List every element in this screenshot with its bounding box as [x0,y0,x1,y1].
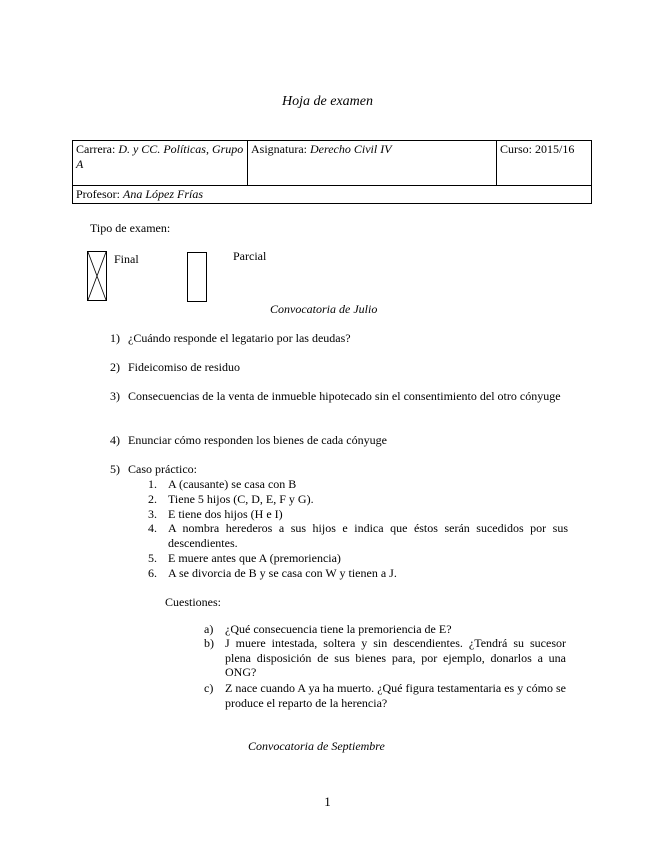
cuestion-item [204,622,566,637]
parcial-checkbox[interactable] [187,252,207,302]
cuestion-text: Z nace cuando A ya ha muerto. ¿Qué figura testamentaria es y cómo se produce el reparto de la herencia? [225,681,566,710]
convocatoria-septiembre: Convocatoria de Septiembre [248,739,385,753]
asignatura-value: Derecho Civil IV [310,142,392,156]
profesor-cell [73,186,592,204]
cuestion-item [204,636,566,680]
question-item [110,462,565,477]
carrera-value: D. y CC. Políticas, Grupo A [76,142,244,171]
case-item-text: E tiene dos hijos (H e I) [168,507,283,521]
page-title: Hoja de examen [282,94,373,109]
case-item [148,566,568,581]
final-checkbox[interactable] [87,251,107,301]
case-item-number: 5. [148,551,157,565]
tipo-examen-label: Tipo de examen: [90,221,171,235]
case-item-number: 3. [148,507,157,521]
case-item-number: 6. [148,566,157,580]
case-item [148,477,568,492]
cuestion-text: ¿Qué consecuencia tiene la premoriencia de E? [225,622,452,636]
question-text: Caso práctico: [128,462,197,476]
case-item [148,521,568,550]
case-item-number: 4. [148,521,157,535]
question-item [110,331,565,346]
case-item-number: 1. [148,477,157,491]
case-item-number: 2. [148,492,157,506]
case-item-text: A nombra herederos a sus hijos e indica que éstos serán sucedidos por sus descendientes. [168,521,568,550]
cuestion-item [204,681,566,710]
cuestiones-label: Cuestiones: [165,595,221,609]
cuestion-letter: b) [204,636,214,650]
case-item-text: E muere antes que A (premoriencia) [168,551,341,565]
parcial-label: Parcial [233,249,267,263]
case-item [148,507,568,522]
question-text: Enunciar cómo responden los bienes de cada cónyuge [128,433,387,447]
profesor-label: Profesor: [76,187,123,201]
question-number: 2) [110,360,120,374]
question-number: 4) [110,433,120,447]
final-label: Final [114,252,139,266]
cuestion-letter: c) [204,681,214,695]
question-item [110,433,565,448]
carrera-cell [73,141,248,186]
checked-x-icon [88,252,106,300]
page-number: 1 [324,794,331,809]
asignatura-cell [248,141,497,186]
case-item-text: Tiene 5 hijos (C, D, E, F y G). [168,492,314,506]
question-number: 3) [110,389,120,403]
asignatura-label: Asignatura: [251,142,310,156]
question-number: 1) [110,331,120,345]
cuestion-text: J muere intestada, soltera y sin descendientes. ¿Tendrá su sucesor plena disposición de sus bienes para, por ejemplo, donarlos a una ONG? [225,636,566,679]
cuestion-letter: a) [204,622,214,636]
question-item [110,360,565,375]
question-text: ¿Cuándo responde el legatario por las deudas? [128,331,351,345]
question-number: 5) [110,462,120,476]
convocatoria-julio: Convocatoria de Julio [270,302,378,316]
question-text: Fideicomiso de residuo [128,360,240,374]
case-item-text: A se divorcia de B y se casa con W y tienen a J. [168,566,397,580]
case-item [148,492,568,507]
case-item-text: A (causante) se casa con B [168,477,297,491]
question-item [110,389,565,404]
curso-cell: Curso: 2015/16 [497,141,592,186]
carrera-label: Carrera: [76,142,119,156]
case-item [148,551,568,566]
profesor-value: Ana López Frías [123,187,204,201]
header-table [72,140,592,204]
question-text: Consecuencias de la venta de inmueble hipotecado sin el consentimiento del otro cónyuge [128,389,561,403]
